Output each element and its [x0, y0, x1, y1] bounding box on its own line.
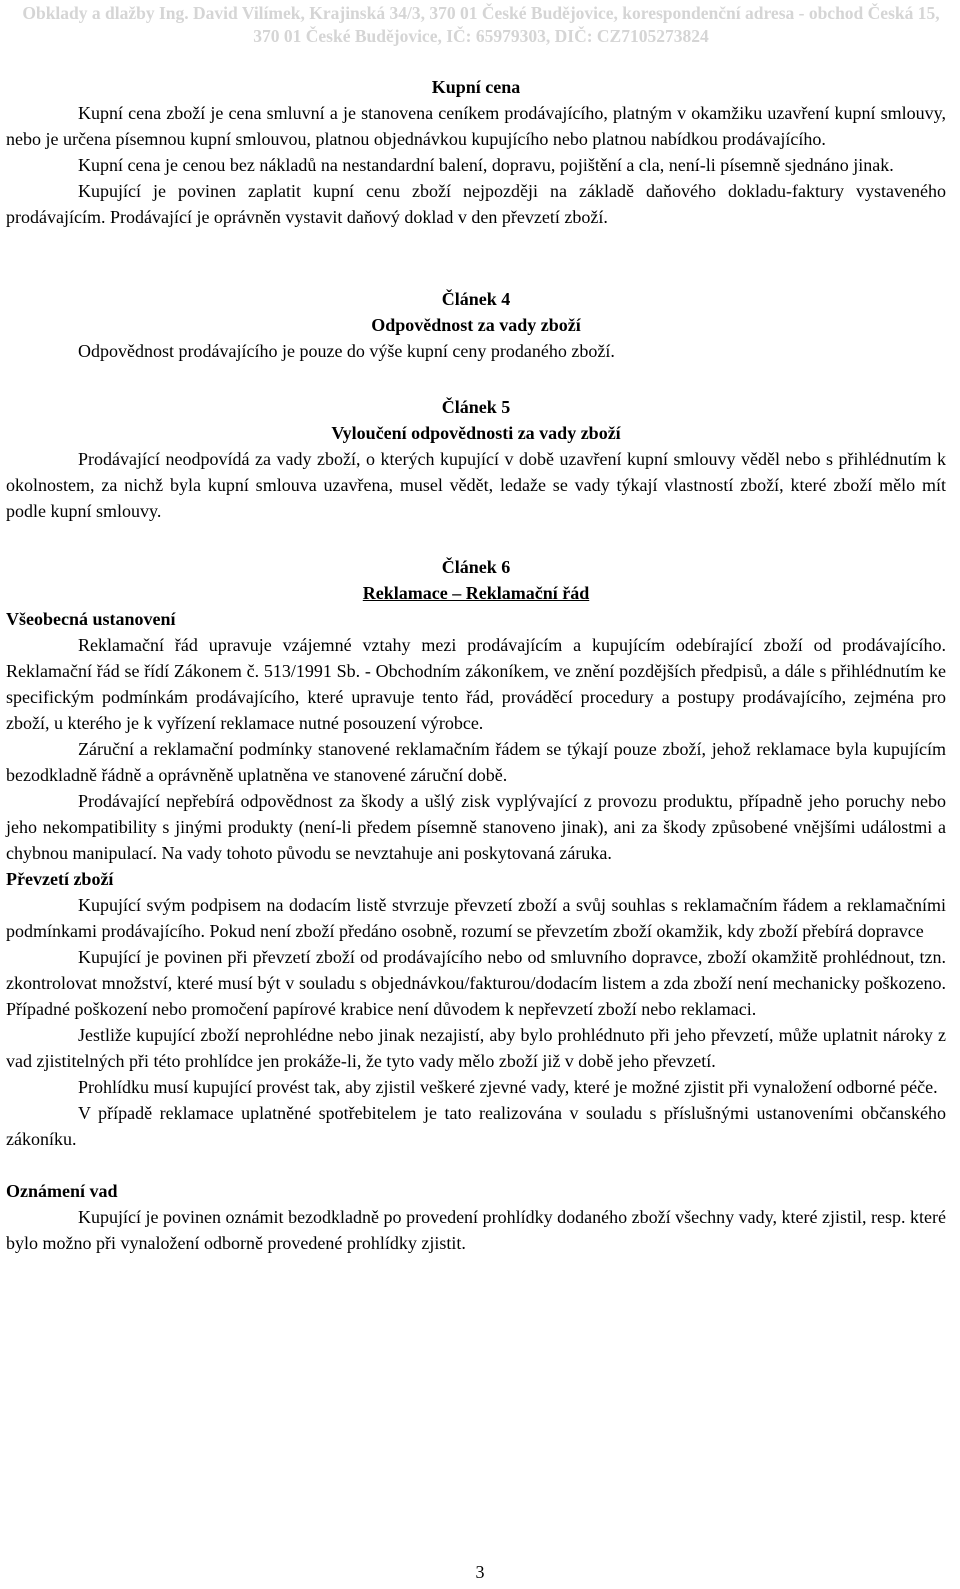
- vseobecna-paragraph-1: Reklamační řád upravuje vzájemné vztahy mezi prodávajícím a kupujícím odebírající zboží od prodávajícího. Reklamační řád se řídí Zákonem č. 513/1991 Sb. - Obchodním zákoníkem, ve znění pozdějších předpisů, a dále s přihlédnutím ke specifickým podmínkám prodávajícího, které upravuje tento řád, prováděcí procedury a postupy prodávajícího, zejména pro zboží, u kterého je k vyřízení reklamace nutné posouzení výrobce.: [6, 635, 946, 733]
- letterhead-line-1: Obklady a dlažby Ing. David Vilímek, Krajinská 34/3, 370 01 České Budějovice, korespondenční adresa - obchod Česká 15,: [22, 3, 940, 23]
- section-title-kupni-cena: Kupní cena: [431, 77, 521, 97]
- vseobecna-paragraph-3: Prodávající nepřebírá odpovědnost za škody a ušlý zisk vyplývající z provozu produktu, případně jeho poruchy nebo jeho nekompatibility s jinými produkty (není-li předem písemně stanoveno jinak), ani za škody způsobené vnějšími událostmi a chybnou manipulací. Na vady tohoto původu se nevztahuje ani poskytovaná záruka.: [6, 791, 946, 863]
- article-6-number: Článek 6: [441, 557, 511, 577]
- prevzeti-paragraph-2: Kupující je povinen při převzetí zboží od prodávajícího nebo od smluvního dopravce, zboží okamžitě prohlédnout, tzn. zkontrolovat množství, které musí být v souladu s objednávkou/fakturou/dodacím listem a zda zboží není mechanicky poškozeno. Případné poškození nebo promočení papírové krabice není důvodem k nepřevzetí zboží nebo reklamaci.: [6, 947, 946, 1019]
- letterhead-line-2: 370 01 České Budějovice, IČ: 65979303, DIČ: CZ7105273824: [253, 26, 709, 46]
- subsection-title-vseobecna-ustanoveni: Všeobecná ustanovení: [6, 609, 176, 629]
- article-5-number: Článek 5: [441, 397, 511, 417]
- kupni-cena-paragraph-1: Kupní cena zboží je cena smluvní a je stanovena ceníkem prodávajícího, platným v okamžiku uzavření kupní smlouvy, nebo je určena písemnou kupní smlouvou, platnou objednávkou kupujícího nebo platnou nabídkou prodávajícího.: [6, 103, 946, 149]
- article-5-text: Prodávající neodpovídá za vady zboží, o kterých kupující v době uzavření kupní smlouvy věděl nebo s přihlédnutím k okolnostem, za nichž byla kupní smlouva uzavřena, musel vědět, ledaže se vady týkají vlastností zboží, které zboží mělo mít podle kupní smlouvy.: [6, 449, 946, 521]
- spacer: [6, 260, 946, 286]
- vseobecna-paragraph-2: Záruční a reklamační podmínky stanovené reklamačním řádem se týkají pouze zboží, jehož reklamace byla kupujícím bezodkladně řádně a oprávněně uplatněna ve stanovené záruční době.: [6, 739, 946, 785]
- prevzeti-paragraph-3: Jestliže kupující zboží neprohlédne nebo jinak nezajistí, aby bylo prohlédnuto při jeho převzetí, může uplatnit nároky z vad zjistitelných při této prohlídce jen prokáže-li, že tyto vady mělo zboží již v době jeho převzetí.: [6, 1025, 946, 1071]
- spacer: [6, 524, 946, 554]
- oznameni-paragraph-1: Kupující je povinen oznámit bezodkladně po provedení prohlídky dodaného zboží všechny vady, které zjistil, resp. které bylo možno při vynaložení odborně provedené prohlídky zjistit.: [6, 1207, 946, 1253]
- prevzeti-paragraph-1: Kupující svým podpisem na dodacím listě stvrzuje převzetí zboží a svůj souhlas s reklamačním řádem a reklamačními podmínkami prodávajícího. Pokud není zboží předáno osobně, rozumí se převzetím zboží okamžik, kdy zboží přebírá dopravce: [6, 895, 946, 941]
- spacer: [6, 1152, 946, 1178]
- article-4-text: Odpovědnost prodávajícího je pouze do výše kupní ceny prodaného zboží.: [78, 341, 615, 361]
- article-5-title: Vyloučení odpovědnosti za vady zboží: [331, 423, 621, 443]
- prevzeti-paragraph-4: Prohlídku musí kupující provést tak, aby zjistil veškeré zjevné vady, které je možné zjistit při vynaložení odborné péče.: [78, 1077, 938, 1097]
- subsection-title-prevzeti-zbozi: Převzetí zboží: [6, 869, 114, 889]
- article-4-title: Odpovědnost za vady zboží: [371, 315, 581, 335]
- article-4-number: Článek 4: [441, 289, 511, 309]
- kupni-cena-paragraph-3: Kupující je povinen zaplatit kupní cenu zboží nejpozději na základě daňového dokladu-faktury vystaveného prodávajícím. Prodávající je oprávněn vystavit daňový doklad v den převzetí zboží.: [6, 181, 946, 227]
- article-6-title: Reklamace – Reklamační řád: [362, 583, 590, 603]
- prevzeti-paragraph-5: V případě reklamace uplatněné spotřebitelem je tato realizována v souladu s příslušnými ustanoveními občanského zákoníku.: [6, 1103, 946, 1149]
- spacer: [6, 230, 946, 260]
- letterhead: [6, 0, 956, 48]
- kupni-cena-paragraph-2: Kupní cena je cenou bez nákladů na nestandardní balení, dopravu, pojištění a cla, není-li písemně sjednáno jinak.: [78, 155, 894, 175]
- page-number: 3: [475, 1562, 485, 1582]
- subsection-title-oznameni-vad: Oznámení vad: [6, 1181, 118, 1201]
- spacer: [6, 364, 946, 394]
